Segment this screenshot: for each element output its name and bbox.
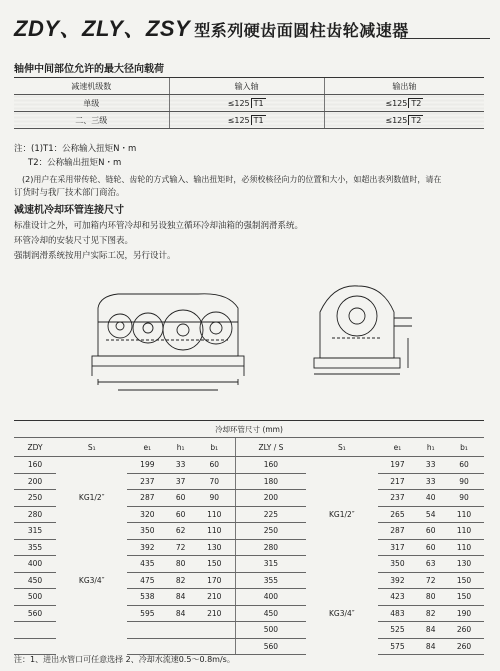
- table-cell: 392: [378, 572, 418, 589]
- table-cell: 199: [127, 457, 167, 474]
- table-cell: 90: [194, 490, 235, 507]
- table-cell: 287: [378, 523, 418, 540]
- table-cell: [194, 638, 235, 655]
- table-cell: 60: [417, 523, 444, 540]
- load-stage: 单级: [14, 95, 169, 112]
- col-header: ZDY: [14, 438, 56, 457]
- table-cell: [167, 638, 194, 655]
- table-cell: [14, 638, 56, 655]
- formula-op: ≤125: [385, 99, 408, 108]
- table-cell: 33: [167, 457, 194, 474]
- table-row: [14, 638, 484, 655]
- sqrt-icon: [251, 115, 266, 125]
- table-cell: 80: [417, 589, 444, 606]
- table-row: [14, 523, 484, 540]
- load-header-stage: 减速机级数: [14, 78, 169, 95]
- table-cell: 237: [127, 473, 167, 490]
- table-cell: 225: [235, 506, 306, 523]
- table-cell: 37: [167, 473, 194, 490]
- table-cell: 400: [235, 589, 306, 606]
- table-cell: 280: [235, 539, 306, 556]
- table-cell: KG3/4″: [78, 575, 105, 585]
- col-header: S₁: [56, 438, 127, 457]
- table-cell: 84: [417, 638, 444, 655]
- table-cell: 475: [127, 572, 167, 589]
- reducer-drawing: [88, 278, 418, 398]
- load-table-caption: 轴伸中间部位允许的最大径向载荷: [14, 64, 164, 75]
- table-cell: 60: [417, 539, 444, 556]
- table-row: [14, 457, 484, 474]
- table-cell: 110: [194, 523, 235, 540]
- table-cell: 62: [167, 523, 194, 540]
- table-cell: [306, 589, 377, 606]
- table-row: [14, 473, 484, 490]
- load-stage: 二、三级: [14, 112, 169, 129]
- table-cell: [56, 605, 127, 622]
- table-cell: 54: [417, 506, 444, 523]
- note-cooling-3: 强制润滑系统按用户实际工况，另行设计。: [14, 251, 176, 261]
- table-cell: KG1/2″: [329, 509, 355, 519]
- table-cell: [306, 638, 377, 655]
- table-cell: 450: [235, 605, 306, 622]
- table-cell: 84: [167, 605, 194, 622]
- table-row: [14, 506, 484, 523]
- table-cell: 110: [194, 506, 235, 523]
- table-cell: 60: [167, 506, 194, 523]
- table-cell: [56, 589, 127, 606]
- table-cell: 33: [417, 457, 444, 474]
- table-cell: 500: [235, 622, 306, 639]
- formula-var: T1: [253, 99, 264, 108]
- sqrt-icon: [251, 98, 266, 108]
- footer-note: 注：1、进出水管口可任意选择 2、冷却水流速0.5～0.8m/s。: [14, 655, 235, 664]
- table-cell: [306, 556, 377, 573]
- table-cell: 315: [235, 556, 306, 573]
- table-cell: [56, 539, 127, 556]
- table-cell: [127, 638, 167, 655]
- sqrt-icon: [408, 98, 423, 108]
- note-cooling-2: 环管冷却的安装尺寸见下图表。: [14, 236, 134, 246]
- load-header-input: 输入轴: [169, 78, 324, 95]
- side-view: [314, 286, 412, 374]
- table-cell: [167, 622, 194, 639]
- note-t2: T2：公称输出扭矩N・m: [28, 158, 122, 168]
- table-cell: 560: [235, 638, 306, 655]
- table-row: [14, 539, 484, 556]
- table-cell: 237: [378, 490, 418, 507]
- formula-var: T2: [411, 116, 422, 125]
- table-cell: 40: [417, 490, 444, 507]
- load-input-formula: [169, 112, 324, 129]
- note-cooling-1: 标准设计之外，可加箱内环管冷却和另设独立循环冷却油箱的强制润滑系统。: [14, 221, 304, 231]
- table-cell: KG1/2″: [78, 493, 105, 503]
- table-cell: [56, 457, 127, 474]
- note-t1: 注：(1)T1：公称输入扭矩N・m: [14, 144, 137, 154]
- table-cell: 72: [167, 539, 194, 556]
- table-cell: 80: [167, 556, 194, 573]
- table-row: [14, 589, 484, 606]
- table-cell: [14, 622, 56, 639]
- cooling-table-caption: 冷却环管尺寸 (mm): [14, 421, 484, 438]
- col-header: h₁: [167, 438, 194, 457]
- table-cell: 210: [194, 605, 235, 622]
- cooling-section-heading: 减速机冷却环管连接尺寸: [14, 205, 124, 216]
- table-cell: 317: [378, 539, 418, 556]
- table-cell: 90: [444, 473, 484, 490]
- table-cell: 265: [378, 506, 418, 523]
- table-cell: 150: [194, 556, 235, 573]
- table-cell: 450: [14, 572, 56, 589]
- table-cell: [306, 490, 377, 507]
- table-cell: 280: [14, 506, 56, 523]
- table-cell: 538: [127, 589, 167, 606]
- cooling-table-header: [14, 438, 484, 457]
- table-cell: 190: [444, 605, 484, 622]
- table-cell: 525: [378, 622, 418, 639]
- table-cell: 110: [444, 539, 484, 556]
- title-rule: [400, 38, 490, 39]
- table-cell: 84: [417, 622, 444, 639]
- sqrt-icon: [408, 115, 423, 125]
- table-cell: 260: [444, 622, 484, 639]
- table-cell: 60: [444, 457, 484, 474]
- table-cell: 575: [378, 638, 418, 655]
- table-cell: 170: [194, 572, 235, 589]
- front-view: [88, 294, 244, 390]
- table-cell: 250: [14, 490, 56, 507]
- load-table-header: [14, 78, 484, 95]
- table-cell: 60: [194, 457, 235, 474]
- table-cell: 70: [194, 473, 235, 490]
- table-cell: 210: [194, 589, 235, 606]
- table-cell: [127, 622, 167, 639]
- table-cell: 217: [378, 473, 418, 490]
- table-cell: 423: [378, 589, 418, 606]
- table-cell: KG3/4″: [329, 608, 355, 618]
- table-cell: [56, 622, 127, 639]
- note-radial-force: (2)用户在采用带传轮、链轮、齿轮的方式输入、输出扭矩时，必须校核径向力的位置和大小，如超出表列数值时，请在: [22, 175, 442, 184]
- col-header: e₁: [127, 438, 167, 457]
- col-header: ZLY / S: [235, 438, 306, 457]
- cooling-table: [14, 420, 484, 655]
- table-cell: [306, 622, 377, 639]
- col-header: e₁: [378, 438, 418, 457]
- table-cell: 595: [127, 605, 167, 622]
- cooling-table-caption-row: [14, 421, 484, 438]
- col-header: S₁: [306, 438, 377, 457]
- table-row: [14, 605, 484, 622]
- page-title-main: ZDY、ZLY、ZSY: [14, 16, 191, 41]
- table-cell: 320: [127, 506, 167, 523]
- table-cell: 130: [444, 556, 484, 573]
- table-cell: 130: [194, 539, 235, 556]
- table-cell: [56, 638, 127, 655]
- col-header: h₁: [417, 438, 444, 457]
- table-cell: 72: [417, 572, 444, 589]
- table-cell: [306, 572, 377, 589]
- table-cell: 287: [127, 490, 167, 507]
- table-cell: 435: [127, 556, 167, 573]
- table-cell: 84: [167, 589, 194, 606]
- table-cell: 160: [235, 457, 306, 474]
- table-cell: 200: [235, 490, 306, 507]
- table-cell: 150: [444, 589, 484, 606]
- table-cell: 82: [167, 572, 194, 589]
- formula-op: ≤125: [385, 116, 408, 125]
- table-cell: 82: [417, 605, 444, 622]
- table-cell: [56, 473, 127, 490]
- table-cell: 250: [235, 523, 306, 540]
- table-row: [14, 572, 484, 589]
- table-cell: [56, 523, 127, 540]
- table-cell: 350: [127, 523, 167, 540]
- table-cell: 200: [14, 473, 56, 490]
- formula-op: ≤125: [227, 116, 250, 125]
- page-title: [14, 12, 409, 43]
- table-cell: 180: [235, 473, 306, 490]
- table-cell: 500: [14, 589, 56, 606]
- note-contact: 订货时与我厂技术部门商治。: [14, 188, 125, 198]
- load-row-single: [14, 95, 484, 112]
- table-cell: 150: [444, 572, 484, 589]
- col-header: b₁: [194, 438, 235, 457]
- formula-var: T2: [411, 99, 422, 108]
- table-cell: 355: [235, 572, 306, 589]
- table-cell: [306, 473, 377, 490]
- table-cell: 63: [417, 556, 444, 573]
- table-cell: [306, 457, 377, 474]
- table-cell: 197: [378, 457, 418, 474]
- table-cell: [194, 622, 235, 639]
- table-cell: [306, 539, 377, 556]
- table-cell: 392: [127, 539, 167, 556]
- table-cell: 483: [378, 605, 418, 622]
- table-cell: 110: [444, 506, 484, 523]
- table-cell: [56, 556, 127, 573]
- load-row-multi: [14, 112, 484, 129]
- table-cell: 260: [444, 638, 484, 655]
- table-row: [14, 622, 484, 639]
- table-cell: 160: [14, 457, 56, 474]
- table-row: [14, 556, 484, 573]
- col-header: b₁: [444, 438, 484, 457]
- table-cell: 400: [14, 556, 56, 573]
- table-cell: 315: [14, 523, 56, 540]
- table-cell: 560: [14, 605, 56, 622]
- table-cell: 110: [444, 523, 484, 540]
- load-output-formula: [324, 112, 484, 129]
- load-input-formula: [169, 95, 324, 112]
- table-cell: 350: [378, 556, 418, 573]
- table-cell: [306, 523, 377, 540]
- table-cell: 60: [167, 490, 194, 507]
- load-table: [14, 77, 484, 129]
- load-output-formula: [324, 95, 484, 112]
- table-row: [14, 490, 484, 507]
- table-cell: 355: [14, 539, 56, 556]
- formula-var: T1: [253, 116, 264, 125]
- page-title-sub: 型系列硬齿面圆柱齿轮减速器: [194, 23, 409, 40]
- table-cell: 33: [417, 473, 444, 490]
- table-cell: 90: [444, 490, 484, 507]
- load-header-output: 输出轴: [324, 78, 484, 95]
- formula-op: ≤125: [227, 99, 250, 108]
- table-cell: [56, 506, 127, 523]
